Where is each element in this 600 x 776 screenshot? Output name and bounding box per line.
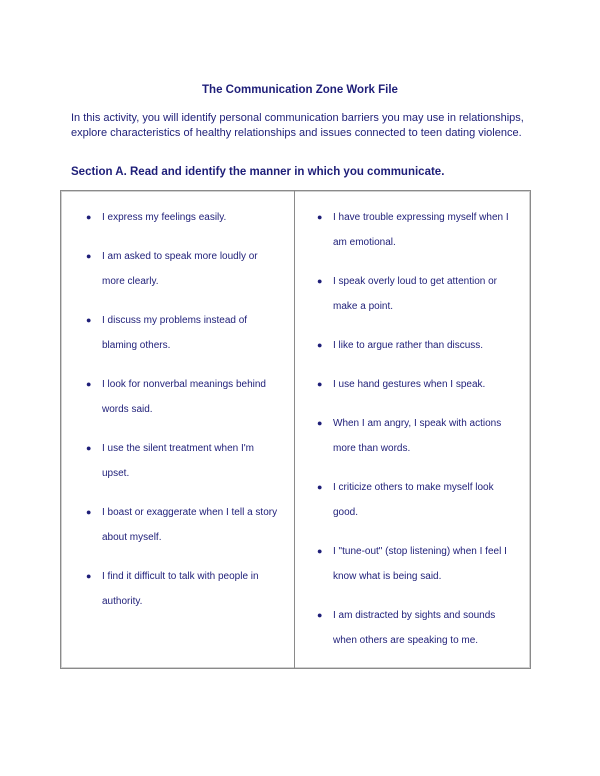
communication-table — [60, 190, 531, 669]
list-item — [86, 244, 281, 294]
list-item-text: I have trouble expressing myself when I am emotional. — [333, 212, 509, 248]
bullet-icon: ● — [317, 379, 323, 389]
list-item — [317, 269, 517, 319]
list-item — [86, 436, 281, 486]
bullet-icon: ● — [317, 546, 323, 556]
list-item — [317, 205, 517, 255]
bullet-icon: ● — [86, 315, 92, 325]
bullet-icon: ● — [86, 571, 92, 581]
list-item — [86, 308, 281, 358]
bullet-icon: ● — [86, 212, 92, 222]
bullet-icon: ● — [317, 276, 323, 286]
bullet-icon: ● — [86, 379, 92, 389]
list-item — [317, 539, 517, 589]
intro-paragraph: In this activity, you will identify personal communication barriers you may use in relationships, explore characteristics of healthy relationships and issues connected to teen dating violence. — [71, 112, 524, 139]
left-column-list — [86, 205, 281, 628]
list-item-text: I am distracted by sights and sounds when others are speaking to me. — [333, 610, 496, 646]
list-item-text: When I am angry, I speak with actions more than words. — [333, 418, 502, 454]
list-item-text: I discuss my problems instead of blaming others. — [102, 315, 248, 351]
bullet-icon: ● — [317, 610, 323, 620]
list-item-text: I "tune-out" (stop listening) when I feel I know what is being said. — [333, 546, 507, 582]
list-item-text: I express my feelings easily. — [102, 212, 227, 223]
list-item-text: I use hand gestures when I speak. — [333, 379, 486, 390]
list-item — [317, 603, 517, 653]
list-item — [86, 564, 281, 614]
bullet-icon: ● — [317, 418, 323, 428]
list-item-text: I criticize others to make myself look good. — [333, 482, 494, 518]
section-a-heading: Section A. Read and identify the manner in which you communicate. — [71, 166, 445, 178]
list-item-text: I look for nonverbal meanings behind words said. — [102, 379, 266, 415]
right-column-list — [317, 205, 517, 667]
list-item-text: I like to argue rather than discuss. — [333, 340, 484, 351]
bullet-icon: ● — [317, 482, 323, 492]
column-divider — [294, 191, 295, 668]
list-item-text: I speak overly loud to get attention or make a point. — [333, 276, 497, 312]
list-item — [86, 372, 281, 422]
list-item-text: I boast or exaggerate when I tell a story about myself. — [102, 507, 278, 543]
page-title: The Communication Zone Work File — [202, 84, 398, 96]
list-item — [317, 333, 517, 358]
list-item-text: I find it difficult to talk with people in authority. — [102, 571, 259, 607]
list-item — [317, 475, 517, 525]
list-item — [317, 411, 517, 461]
bullet-icon: ● — [317, 340, 323, 350]
list-item — [317, 372, 517, 397]
list-item-text: I am asked to speak more loudly or more clearly. — [102, 251, 258, 287]
list-item — [86, 205, 281, 230]
bullet-icon: ● — [86, 251, 92, 261]
list-item-text: I use the silent treatment when I'm upset. — [102, 443, 254, 479]
bullet-icon: ● — [317, 212, 323, 222]
bullet-icon: ● — [86, 507, 92, 517]
bullet-icon: ● — [86, 443, 92, 453]
list-item — [86, 500, 281, 550]
